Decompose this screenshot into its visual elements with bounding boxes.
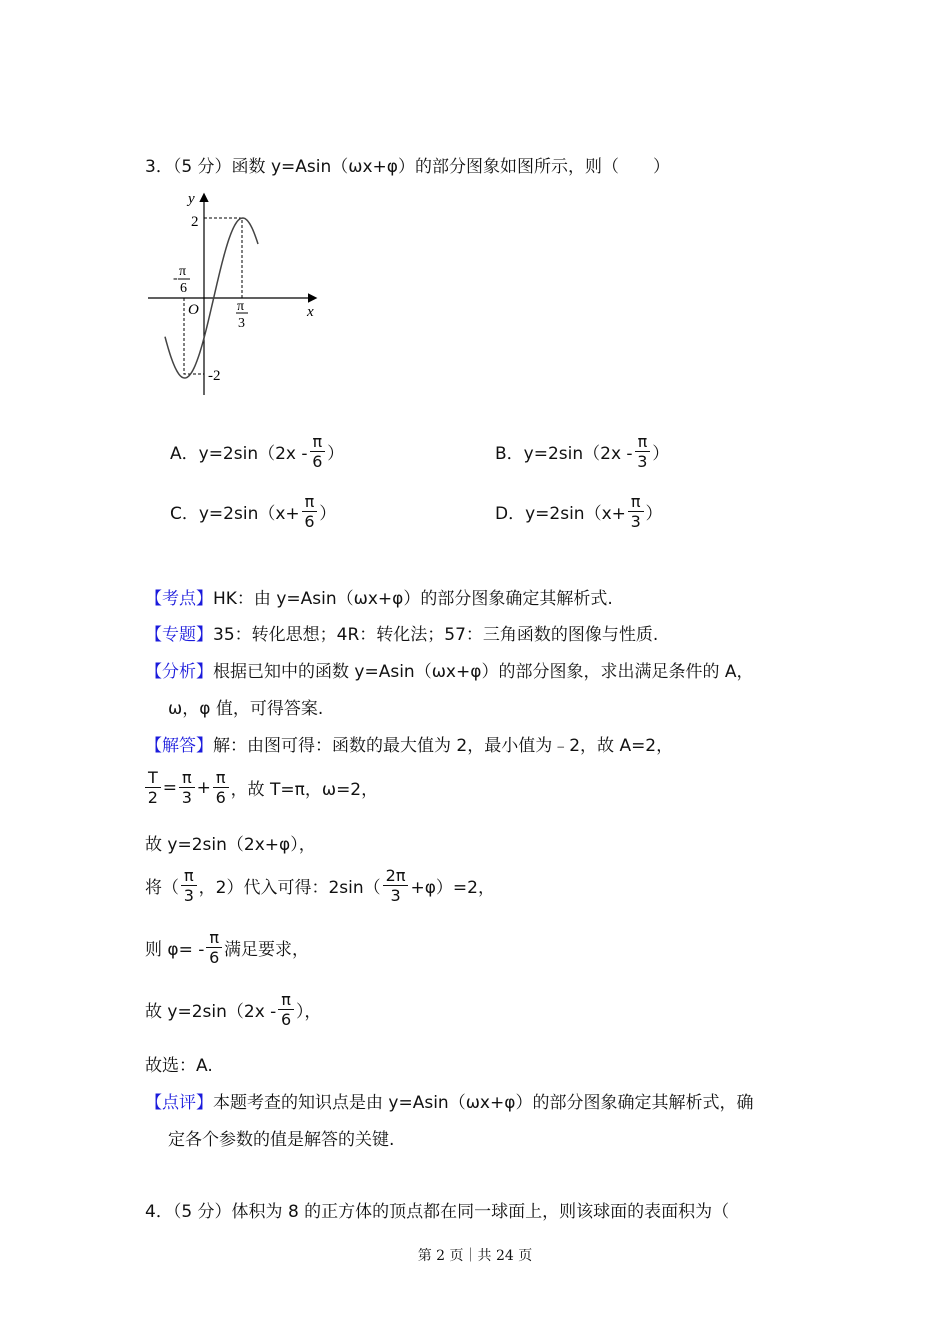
- dianping-cont: 定各个参数的值是解答的关键.: [168, 1130, 395, 1150]
- option-b[interactable]: B．y=2sin（2x - $\frac{\pi}{3}$ ）: [495, 432, 670, 471]
- question-3-stem: 3．（5 分）函数 y=Asin（ωx+φ）的部分图象如图所示，则（ ）: [145, 157, 670, 177]
- step-2: 故 y=2sin（2x+φ），: [145, 835, 316, 855]
- tick-pi-3-den: 3: [238, 316, 245, 331]
- neg-sign: -: [173, 271, 178, 286]
- sine-graph: [140, 185, 330, 400]
- fenxi-cont: ω，φ 值，可得答案.: [168, 699, 324, 719]
- option-a[interactable]: A．y=2sin（2x - $\frac{\pi}{6}$ ）: [170, 432, 345, 471]
- question-4-stem: 4．（5 分）体积为 8 的正方体的顶点都在同一球面上，则该球面的表面积为（: [145, 1202, 730, 1222]
- dashed-guides: [184, 218, 245, 374]
- zhuanti: 【专题】 35：转化思想；4R：转化法；57：三角函数的图像与性质.: [145, 625, 659, 645]
- y-label: y: [188, 191, 195, 207]
- min-label: -2: [208, 368, 221, 384]
- fenxi: 【分析】 根据已知中的函数 y=Asin（ωx+φ）的部分图象，求出满足条件的 A，: [145, 662, 754, 682]
- x-label: x: [307, 304, 314, 320]
- option-c[interactable]: C．y=2sin（x+ $\frac{\pi}{6}$ ）: [170, 492, 337, 531]
- step-5: 故 y=2sin（2x - $\frac{\pi}{6}$ ），: [145, 990, 322, 1029]
- tick-neg-pi-6-den: 6: [180, 281, 187, 296]
- step-1: $\frac{T}{2}$ = $\frac{\pi}{3}$ + $\frac{\pi}{6}$ ，故 T=π，ω=2，: [143, 768, 378, 807]
- option-d[interactable]: D．y=2sin（x+ $\frac{\pi}{3}$ ）: [495, 492, 663, 531]
- step-6: 故选：A.: [145, 1056, 213, 1076]
- tick-pi-3-num: π: [237, 299, 245, 314]
- max-label: 2: [191, 214, 199, 230]
- tick-neg-pi-6-num: π: [179, 264, 187, 279]
- kaodian: 【考点】 HK：由 y=Asin（ωx+φ）的部分图象确定其解析式.: [145, 589, 613, 609]
- origin-label: O: [188, 302, 199, 318]
- jieda: 【解答】 解：由图可得：函数的最大值为 2，最小值为﹣2，故 A=2，: [145, 736, 674, 756]
- step-4: 则 φ= - $\frac{\pi}{6}$ 满足要求，: [145, 928, 310, 967]
- page-footer: 第 2 页｜共 24 页: [417, 1248, 533, 1264]
- dianping: 【点评】 本题考查的知识点是由 y=Asin（ωx+φ）的部分图象确定其解析式，确: [145, 1093, 754, 1113]
- step-3: 将（ $\frac{\pi}{3}$ ，2）代入可得：2sin（ $\frac{2\pi}{3}$ +φ）=2，: [145, 866, 495, 905]
